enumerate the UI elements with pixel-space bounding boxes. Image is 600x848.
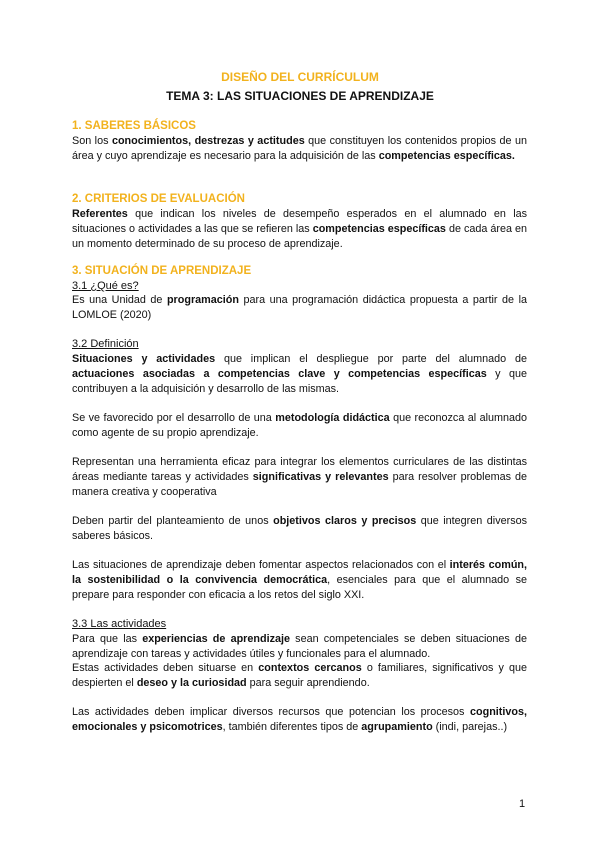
section-heading-situacion: 3. SITUACIÓN DE APRENDIZAJE xyxy=(72,265,252,277)
paragraph-saberes: Son los conocimientos, destrezas y actitudes que constituyen los contenidos propios de un área y cuyo aprendizaje es necesario para la adquisición de las competencias específicas. xyxy=(72,135,527,162)
paragraph-definicion-4: Deben partir del planteamiento de unos objetivos claros y precisos que integren diversos saberes básicos. xyxy=(72,515,527,542)
paragraph-definicion-1: Situaciones y actividades que implican el despliegue por parte del alumnado de actuaciones asociadas a competencias clave y competencias específicas y que contribuyen a la adquisición y desarrollo de las mismas. xyxy=(72,353,527,395)
paragraph-actividades-1: Para que las experiencias de aprendizaje sean competenciales se deben situaciones de aprendizaje con tareas y actividades útiles y funcionales para el alumnado. xyxy=(72,633,527,660)
subheading-definicion: 3.2 Definición xyxy=(72,338,139,350)
paragraph-definicion-2: Se ve favorecido por el desarrollo de una metodología didáctica que reconozca al alumnado como agente de su propio aprendizaje. xyxy=(72,412,527,439)
paragraph-que-es: Es una Unidad de programación para una programación didáctica propuesta a partir de la LOMLOE (2020) xyxy=(72,294,527,321)
page-number: 1 xyxy=(519,798,526,810)
paragraph-definicion-5: Las situaciones de aprendizaje deben fomentar aspectos relacionados con el interés común, la sostenibilidad o la convivencia democrática, esenciales para que el alumnado se prepare para responder con eficacia a los retos del siglo XXI. xyxy=(72,559,528,601)
section-heading-saberes: 1. SABERES BÁSICOS xyxy=(72,120,196,132)
paragraph-actividades-2: Estas actividades deben situarse en contextos cercanos o familiares, significativos y que despierten el deseo y la curiosidad para seguir aprendiendo. xyxy=(72,662,527,689)
document-title: DISEÑO DEL CURRÍCULUM xyxy=(221,70,379,84)
paragraph-definicion-3: Representan una herramienta eficaz para integrar los elementos curriculares de las distintas áreas mediante tareas y actividades significativas y relevantes para resolver problemas de manera creativa y cooperativa xyxy=(72,456,527,498)
subheading-que-es: 3.1 ¿Qué es? xyxy=(72,280,139,292)
subheading-actividades: 3.3 Las actividades xyxy=(72,618,167,630)
paragraph-criterios: Referentes que indican los niveles de desempeño esperados en el alumnado en las situaciones o actividades a las que se refieren las competencias específicas de cada área en un momento determinado de su proceso de aprendizaje. xyxy=(72,208,528,250)
document-subtitle: TEMA 3: LAS SITUACIONES DE APRENDIZAJE xyxy=(166,89,434,103)
paragraph-actividades-3: Las actividades deben implicar diversos recursos que potencian los procesos cognitivos, emocionales y psicomotrices, también diferentes tipos de agrupamiento (indi, parejas..) xyxy=(72,706,527,733)
section-heading-criterios: 2. CRITERIOS DE EVALUACIÓN xyxy=(72,193,245,205)
